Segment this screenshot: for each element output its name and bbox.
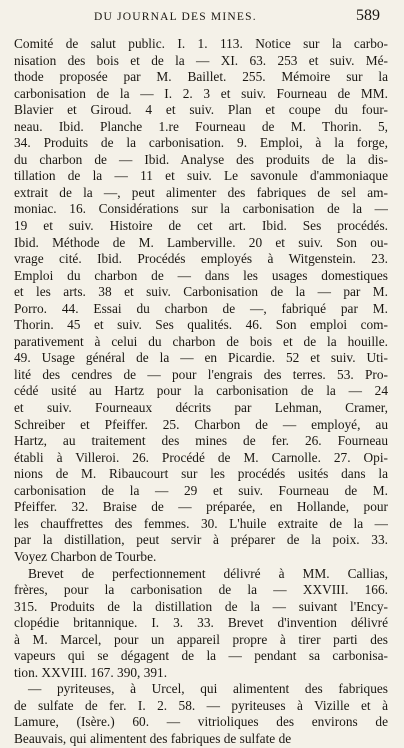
text-line: les chauffrettes des femmes. 30. L'huile extraite de la —	[14, 515, 388, 531]
text-line: à M. Marcel, pour un appareil propre à tirer parti des	[14, 631, 388, 647]
page-header	[0, 8, 404, 28]
text-line: parativement à celui du charbon de bois et de la houille.	[14, 333, 388, 349]
text-line: Porro. 44. Essai du charbon de —, fabriqué par M.	[14, 300, 388, 316]
text-line: 315. Produits de la distillation de la — suivant l'Ency-	[14, 598, 388, 614]
text-line: et suiv. Fourneaux décrits par Lehman, Cramer,	[14, 400, 388, 416]
text-line: Brevet de perfectionnement délivré à MM. Callias,	[28, 565, 388, 581]
text-line: tillation de la — 11 et suiv. Le savonule d'ammoniaque	[14, 168, 388, 184]
text-line: 49. Usage général de la — en Picardie. 52 et suiv. Uti-	[14, 350, 388, 366]
text-line: carbonisation de la — I. 2. 3 et suiv. Fourneau de MM.	[14, 85, 388, 101]
text-line: vrage cité. Ibid. Procédés employés à Witgenstein. 23.	[14, 251, 388, 267]
text-line: Beauvais, qui alimentent des fabriques de sulfate de	[14, 730, 292, 746]
text-line: 19 et suiv. Histoire de cet art. Ibid. Ses procédés.	[14, 218, 388, 234]
text-line: de sulfate de fer. I. 2. 58. — pyriteuses à Vizille et à	[14, 697, 388, 713]
text-line: clopédie britannique. I. 3. 33. Brevet d'invention délivré	[14, 615, 388, 631]
text-line: établi à Villeroi. 26. Procédé de M. Carnolle. 27. Opi-	[14, 449, 388, 465]
text-line: Comité de salut public. I. 1. 113. Notice sur la carbo-	[14, 36, 388, 51]
text-line: par la distillation, peut servir à préparer de la poix. 33.	[14, 532, 388, 548]
text-line: frères, pour la carbonisation de la — XXVIII. 166.	[14, 582, 388, 598]
text-line: 34. Produits de la carbonisation. 9. Emploi, à la forge,	[14, 135, 388, 151]
text-line: Emploi du charbon de — dans les usages domestiques	[14, 267, 388, 283]
text-line: nions de M. Ribaucourt sur les procédés usités dans la	[14, 466, 388, 482]
text-line: Lamure, (Isère.) 60. — vitrioliques des environs de	[14, 714, 388, 730]
text-line: neau. Ibid. Planche 1.re Fourneau de M. Thorin. 5,	[14, 118, 388, 134]
text-line: lité des cendres de — pour l'engrais des terres. 53. Pro-	[14, 366, 388, 382]
text-line: carbonisation de la — 29 et suiv. Fourneau de M.	[14, 482, 388, 498]
text-line: thode proposée par M. Baillet. 255. Mémoire sur la	[14, 69, 388, 85]
text-line: moniac. 16. Considérations sur la carbonisation de la —	[14, 201, 388, 217]
text-line: nisation des bois et de la — XI. 63. 253 et suiv. Mé-	[14, 52, 388, 68]
text-line: et les arts. 38 et suiv. Carbonisation de la — par M.	[14, 284, 388, 300]
page-number: 589	[356, 7, 380, 24]
text-line: Thorin. 45 et suiv. Ses qualités. 46. Son emploi com-	[14, 317, 388, 333]
text-line: extrait de la —, peut alimenter des fabriques de sel am-	[14, 184, 388, 200]
running-title: DU JOURNAL DES MINES.	[94, 11, 257, 23]
text-line: Hartz, au traitement des mines de fer. 26. Fourneau	[14, 433, 388, 449]
text-line: Voyez Charbon de Tourbe.	[14, 548, 157, 564]
text-line: Blavier et Giroud. 4 et suiv. Plan et coupe du four-	[14, 102, 388, 118]
text-line: vapeurs qui se dégagent de la — pendant sa carbonisa-	[14, 648, 388, 664]
text-line: Pfeiffer. 32. Braise de — préparée, en Hollande, pour	[14, 499, 388, 515]
text-line: cédé usité au Hartz pour la carbonisation de la — 24	[14, 383, 388, 399]
index-entry-text	[14, 36, 388, 748]
text-line: — pyriteuses, à Urcel, qui alimentent des fabriques	[28, 681, 388, 697]
text-line: Ibid. Méthode de M. Lamberville. 20 et suiv. Son ou-	[14, 234, 388, 250]
text-line: tion. XXVIII. 167. 390, 391.	[14, 664, 168, 680]
text-line: du charbon de — Ibid. Analyse des produits de la dis-	[14, 151, 388, 167]
text-line: Schreiber et Pfeiffer. 25. Charbon de — employé, au	[14, 416, 388, 432]
